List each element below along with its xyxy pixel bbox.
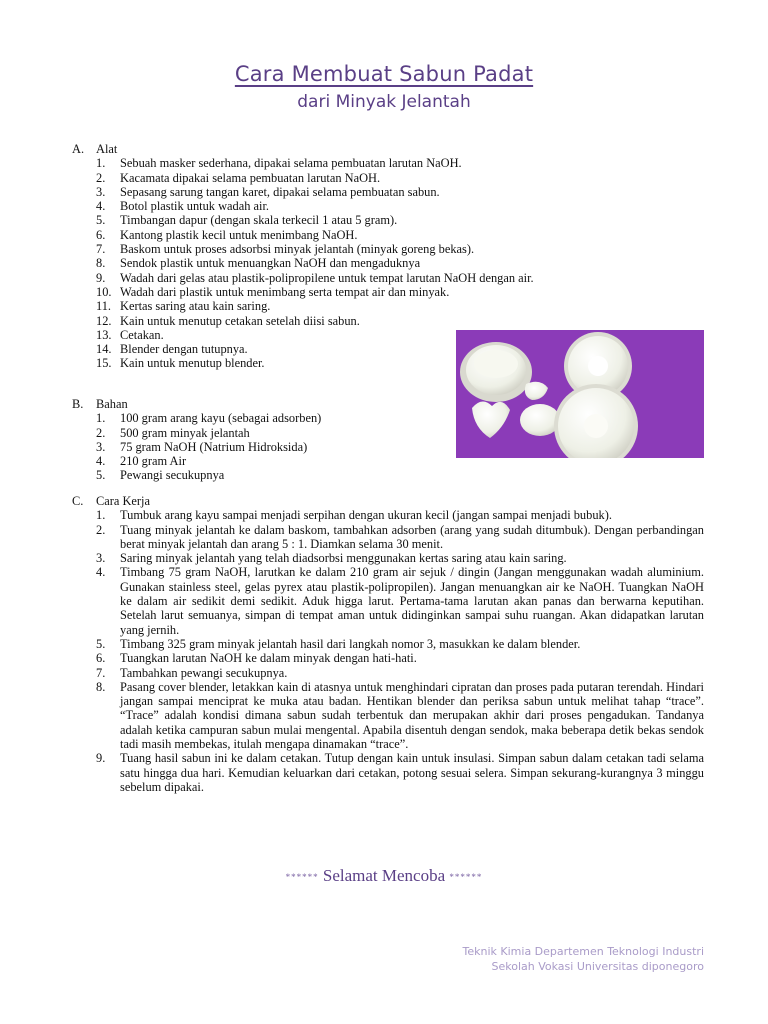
section-bahan: [72, 397, 704, 483]
list-item-number: 1.: [96, 411, 106, 426]
list-item-number: 3.: [96, 184, 106, 199]
list-item-text: 75 gram NaOH (Natrium Hidroksida): [120, 439, 308, 454]
list-item-number: 9.: [96, 270, 106, 285]
section-heading-cara-kerja: [72, 494, 704, 508]
section-heading-text: Alat: [96, 142, 118, 156]
list-item: [72, 551, 704, 565]
footer-line-1: Teknik Kimia Departemen Teknologi Industri: [462, 945, 704, 958]
list-item: [72, 314, 704, 328]
list-item-text: Cetakan.: [120, 327, 164, 342]
list-item-number: 15.: [96, 356, 112, 371]
list-item-text: Sebuah masker sederhana, dipakai selama pembuatan larutan NaOH.: [120, 156, 462, 171]
list-item-number: 3.: [96, 551, 106, 566]
section-letter: A.: [72, 142, 85, 156]
cara-kerja-list: [72, 508, 704, 794]
list-item: [72, 565, 704, 636]
closing-message: [0, 866, 768, 886]
list-item-number: 1.: [96, 156, 106, 171]
list-item-number: 4.: [96, 565, 106, 580]
section-heading-text: Bahan: [96, 397, 128, 411]
closing-stars-right: ******: [449, 872, 483, 883]
list-item-text: 210 gram Air: [120, 454, 187, 469]
list-item: [72, 637, 704, 651]
list-item: [72, 285, 704, 299]
list-item: [72, 651, 704, 665]
list-item: [72, 171, 704, 185]
list-item-number: 8.: [96, 256, 106, 271]
list-item-text: Timbang 325 gram minyak jelantah hasil dari langkah nomor 3, masukkan ke dalam blender.: [120, 636, 581, 651]
list-item-number: 6.: [96, 651, 106, 666]
list-item: [72, 299, 704, 313]
list-item: [72, 156, 704, 170]
bahan-list: [72, 411, 704, 482]
list-item: [72, 228, 704, 242]
list-item: [72, 242, 704, 256]
list-item-number: 14.: [96, 342, 112, 357]
list-item-number: 5.: [96, 468, 106, 483]
list-item-text: Tambahkan pewangi secukupnya.: [120, 665, 288, 680]
list-item-number: 4.: [96, 454, 106, 469]
list-item: [72, 426, 704, 440]
list-item-text: Sendok plastik untuk menuangkan NaOH dan mengaduknya: [120, 256, 421, 271]
closing-stars-left: ******: [285, 872, 319, 883]
section-heading-text: Cara Kerja: [96, 494, 151, 508]
list-item-number: 9.: [96, 751, 106, 766]
list-item-number: 5.: [96, 636, 106, 651]
list-item-text: 100 gram arang kayu (sebagai adsorben): [120, 411, 322, 426]
list-item-number: 1.: [96, 508, 106, 523]
list-item-number: 12.: [96, 313, 112, 328]
list-item-text: Kantong plastik kecil untuk menimbang NaOH.: [120, 227, 358, 242]
list-item-number: 13.: [96, 327, 112, 342]
list-item: [72, 751, 704, 794]
list-item: [72, 271, 704, 285]
list-item-text: Tuang hasil sabun ini ke dalam cetakan. Tutup dengan kain untuk insulasi. Simpan sabun dalam cetakan tadi selama satu hingga dua hari. Kemudian keluarkan dari cetakan, potong sesuai selera. Simpan sekurang-kurangnya 3 minggu sebelum dipakai.: [120, 751, 704, 794]
footer-line-2: Sekolah Vokasi Universitas diponegoro: [491, 960, 704, 973]
list-item-text: Saring minyak jelantah yang telah diadsorbsi menggunakan kertas saring atau kain saring.: [120, 551, 567, 566]
list-item-number: 10.: [96, 284, 112, 299]
list-item: [72, 185, 704, 199]
section-heading-alat: [72, 142, 704, 156]
list-item-text: Tuangkan larutan NaOH ke dalam minyak dengan hati-hati.: [120, 651, 417, 666]
list-item-text: Kain untuk menutup blender.: [120, 356, 265, 371]
list-item-text: Pasang cover blender, letakkan kain di atasnya untuk menghindari cipratan dan proses pada putaran terendah. Hindari jangan sampai menciprat ke muka atau badan. Hentikan blender dan periksa sabun untuk melihat tahap “trace”. “Trace” adalah kondisi dimana sabun sudah terbentuk dan merupakan akhir dari proses pengadukan. Tandanya adalah ketika campuran sabun mulai mengental. Apabila disentuh dengan sendok, maka beberapa detik bekas sendok tadi masih membekas, itulah mengapa dinamakan “trace”.: [120, 679, 704, 752]
list-item: [72, 411, 704, 425]
list-item-number: 2.: [96, 522, 106, 537]
page-subtitle: dari Minyak Jelantah: [297, 92, 471, 112]
list-item-number: 2.: [96, 425, 106, 440]
list-item: [72, 256, 704, 270]
list-item-number: 3.: [96, 439, 106, 454]
list-item-text: Botol plastik untuk wadah air.: [120, 199, 270, 214]
section-heading-bahan: [72, 397, 704, 411]
list-item-text: 500 gram minyak jelantah: [120, 425, 250, 440]
list-item-text: Kacamata dipakai selama pembuatan larutan NaOH.: [120, 170, 381, 185]
page-title: Cara Membuat Sabun Padat: [234, 62, 534, 86]
list-item-text: Kain untuk menutup cetakan setelah diisi sabun.: [120, 313, 360, 328]
list-item: [72, 454, 704, 468]
section-letter: B.: [72, 397, 84, 411]
list-item: [72, 680, 704, 751]
list-item-number: 7.: [96, 665, 106, 680]
list-item-text: Wadah dari gelas atau plastik-polipropilene untuk tempat larutan NaOH dengan air.: [120, 270, 534, 285]
list-item: [72, 468, 704, 482]
list-item-text: Pewangi secukupnya: [120, 468, 225, 483]
list-item: [72, 666, 704, 680]
list-item-text: Baskom untuk proses adsorbsi minyak jelantah (minyak goreng bekas).: [120, 242, 475, 257]
list-item-number: 8.: [96, 679, 106, 694]
list-item-text: Blender dengan tutupnya.: [120, 342, 248, 357]
list-item-number: 4.: [96, 199, 106, 214]
list-item: [72, 508, 704, 522]
list-item: [72, 199, 704, 213]
list-item-number: 2.: [96, 170, 106, 185]
list-item-number: 5.: [96, 213, 106, 228]
list-item-text: Wadah dari plastik untuk menimbang serta tempat air dan minyak.: [120, 284, 450, 299]
section-letter: C.: [72, 494, 84, 508]
list-item-text: Tuang minyak jelantah ke dalam baskom, tambahkan adsorben (arang yang sudah ditumbuk). Dengan perbandingan berat minyak jelantah dan arang 5 : 1. Diamkan selama 30 menit.: [120, 522, 704, 551]
list-item-text: Kertas saring atau kain saring.: [120, 299, 271, 314]
list-item-text: Timbangan dapur (dengan skala terkecil 1 atau 5 gram).: [120, 213, 398, 228]
list-item-text: Timbang 75 gram NaOH, larutkan ke dalam 210 gram air sejuk / dingin (Jangan menggunakan wadah aluminium. Gunakan stainless steel, gelas pyrex atau plastik-polipropilen). Jangan menuangkan air ke NaOH. Tuangkan NaOH ke dalam air sedikit demi sedikit. Aduk higga larut. Pertama-tama larutan akan panas dan berwarna keputihan. Setelah larut semuanya, simpan di tempat aman untuk didinginkan sampai suhu ruangan. Akan didapatkan larutan yang jernih.: [120, 565, 704, 637]
list-item: [72, 440, 704, 454]
list-item: [72, 523, 704, 552]
footer: [463, 944, 704, 974]
list-item-text: Tumbuk arang kayu sampai menjadi serpihan dengan ukuran kecil (jangan sampai menjadi bubuk).: [120, 508, 612, 523]
list-item: [72, 213, 704, 227]
list-item-number: 11.: [96, 299, 112, 314]
list-item-number: 6.: [96, 227, 106, 242]
closing-text: Selamat Mencoba: [322, 866, 446, 885]
section-cara-kerja: [72, 494, 704, 794]
list-item-number: 7.: [96, 242, 106, 257]
list-item-text: Sepasang sarung tangan karet, dipakai selama pembuatan sabun.: [120, 184, 440, 199]
